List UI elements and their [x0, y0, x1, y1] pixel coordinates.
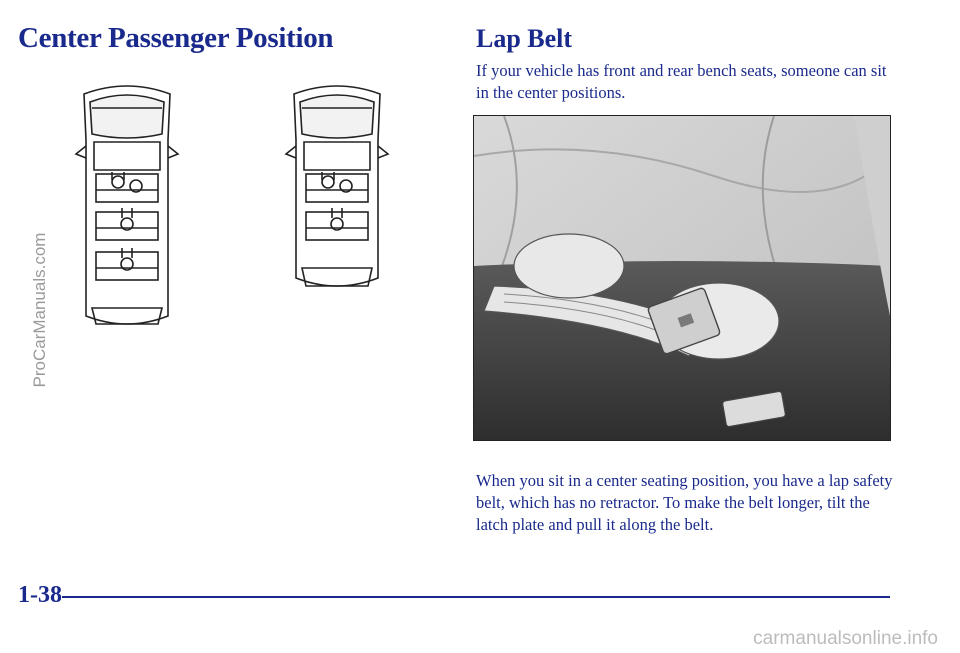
seat-row-1 — [96, 172, 158, 202]
mirror-right — [378, 146, 388, 158]
seat-row-3 — [96, 248, 158, 280]
lap-belt-intro-text: If your vehicle has front and rear bench seats, someone can sit in the center positions. — [476, 61, 887, 102]
mirror-left — [286, 146, 296, 158]
van-two-row-diagram — [282, 80, 392, 295]
seat-row-2 — [96, 208, 158, 240]
windshield — [300, 95, 374, 138]
van-three-row-diagram — [72, 80, 182, 335]
seat-row-2 — [306, 208, 368, 240]
lap-belt-instructions-text: When you sit in a center seating position, you have a lap safety belt, which has no retractor. To make the belt longer, tilt the latch plate and pull it along the belt. — [476, 471, 893, 534]
windshield — [90, 95, 164, 138]
section-heading-center-passenger: Center Passenger Position — [18, 22, 334, 54]
seat-row-1 — [306, 172, 368, 202]
footer-site-watermark: carmanualsonline.info — [753, 628, 938, 649]
lap-belt-photo — [473, 115, 891, 441]
footer-rule — [62, 596, 890, 598]
watermark-text: ProCarManuals.com — [30, 232, 49, 388]
passenger-marker — [112, 176, 124, 188]
mirror-right — [168, 146, 178, 158]
mirror-left — [76, 146, 86, 158]
passenger-marker — [322, 176, 334, 188]
left-hand — [514, 234, 624, 298]
page-number: 1-38 — [18, 582, 62, 608]
section-heading-lap-belt: Lap Belt — [476, 24, 573, 53]
